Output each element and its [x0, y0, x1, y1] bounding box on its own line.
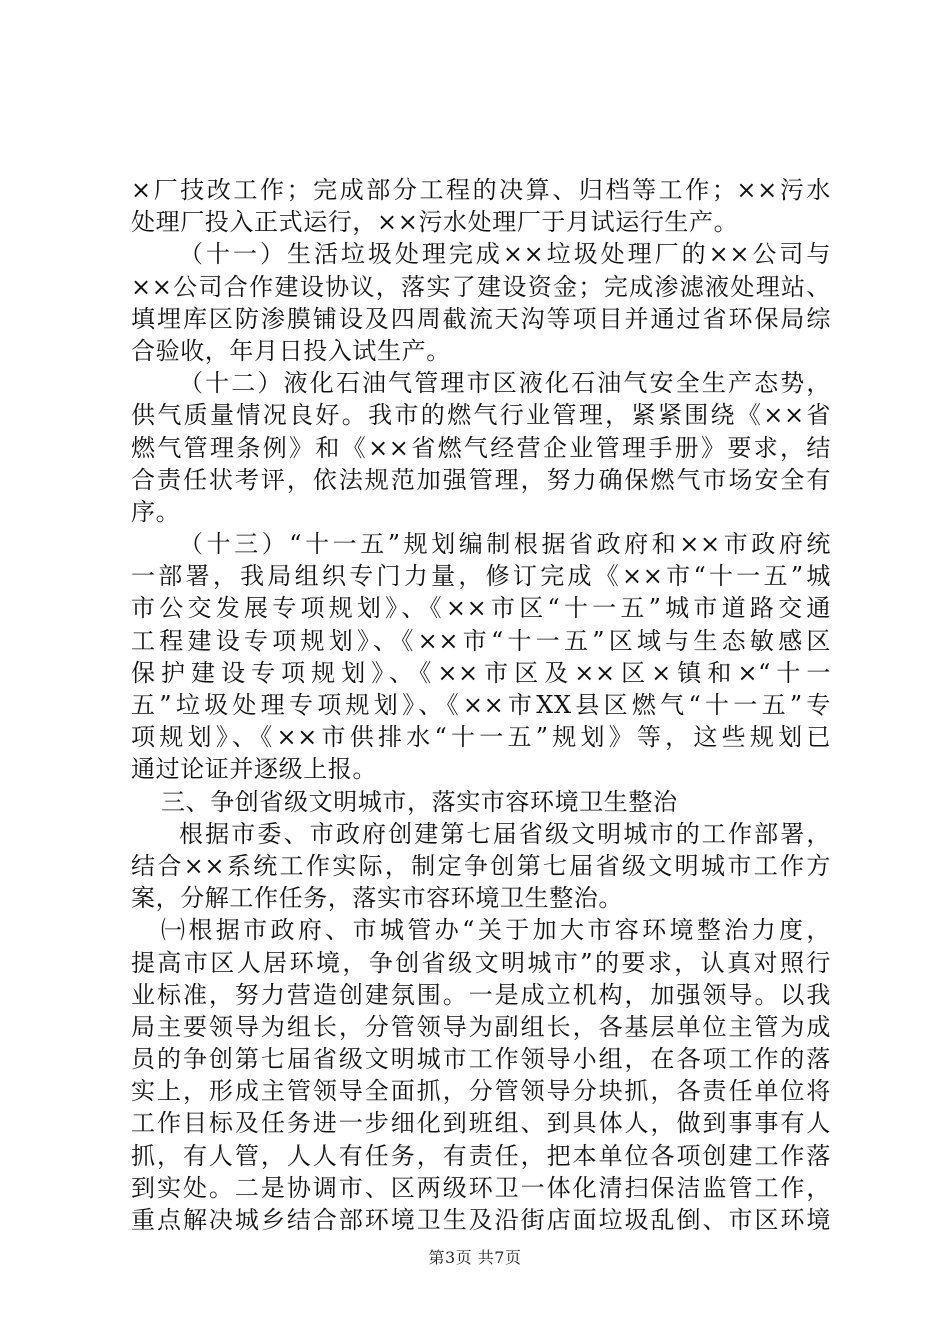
- text-line: 供气质量情况良好。我市的燃气行业管理，紧紧围绕《××省: [131, 401, 831, 430]
- text-line: 实上，形成主管领导全面抓，分管领导分块抓，各责任单位将: [131, 1077, 831, 1106]
- text-line: （十一）生活垃圾处理完成××垃圾处理厂的××公司与: [179, 240, 831, 269]
- text-line: 业标准，努力营造创建氛围。一是成立机构，加强领导。以我: [131, 980, 831, 1009]
- text-line: 燃气管理条例》和《××省燃气经营企业管理手册》要求，结: [131, 433, 831, 462]
- text-line: 提高市区人居环境，争创省级文明城市”的要求，认真对照行: [131, 948, 831, 977]
- text-line: 结合××系统工作实际，制定争创第七届省级文明城市工作方: [131, 851, 831, 880]
- text-line: 五”垃圾处理专项规划》、《××市XX县区燃气“十一五”专: [131, 691, 831, 719]
- text-line: 案，分解工作任务，落实市容环境卫生整治。: [131, 884, 623, 913]
- text-line: 合验收，年月日投入试生产。: [131, 336, 451, 365]
- text-line: ×厂技改工作；完成部分工程的决算、归档等工作；××污水: [131, 176, 831, 204]
- text-line: 处理厂投入正式运行，××污水处理厂于月试运行生产。: [131, 208, 739, 237]
- text-line: 工作目标及任务进一步细化到班组、到具体人，做到事事有人: [131, 1109, 831, 1138]
- text-line: 项规划》、《××市供排水“十一五”规划》等，这些规划已: [131, 723, 831, 752]
- text-line: 通过论证并逐级上报。: [131, 755, 377, 784]
- text-line: 重点解决城乡结合部环境卫生及沿街店面垃圾乱倒、市区环境: [131, 1206, 831, 1234]
- text-line: ××公司合作建设协议，落实了建设资金；完成渗滤液处理站、: [131, 272, 831, 301]
- text-line: 填埋库区防渗膜铺设及四周截流天沟等项目并通过省环保局综: [131, 304, 831, 333]
- text-line: 合责任状考评，依法规范加强管理，努力确保燃气市场安全有: [131, 465, 831, 494]
- text-line: 抓，有人管，人人有任务，有责任，把本单位各项创建工作落: [131, 1141, 831, 1170]
- text-line: 一部署，我局组织专门力量，修订完成《××市“十一五”城: [131, 562, 831, 591]
- text-line: （十二）液化石油气管理市区液化石油气安全生产态势，: [179, 369, 831, 398]
- text-line: 市公交发展专项规划》、《××市区“十一五”城市道路交通: [131, 594, 831, 623]
- text-line: ㈠根据市政府、市城管办“关于加大市容环境整治力度，: [161, 916, 831, 945]
- text-line: 局主要领导为组长，分管领导为副组长，各基层单位主管为成: [131, 1012, 831, 1041]
- text-line: 三、争创省级文明城市，落实市容环境卫生整治: [161, 787, 678, 816]
- text-line: 员的争创第七届省级文明城市工作领导小组，在各项工作的落: [131, 1045, 831, 1074]
- page-footer: 第3页 共7页: [428, 1248, 522, 1267]
- text-line: 工程建设专项规划》、《××市“十一五”区域与生态敏感区: [131, 626, 831, 655]
- document-body: [131, 174, 831, 1236]
- text-line: 到实处。二是协调市、区两级环卫一体化清扫保洁监管工作，: [131, 1173, 831, 1202]
- text-line: （十三）“十一五”规划编制根据省政府和××市政府统: [179, 530, 831, 559]
- text-line: 保护建设专项规划》、《××市区及××区×镇和×“十一: [131, 658, 831, 687]
- text-line: 序。: [131, 497, 181, 526]
- text-line: 根据市委、市政府创建第七届省级文明城市的工作部署，: [179, 819, 831, 848]
